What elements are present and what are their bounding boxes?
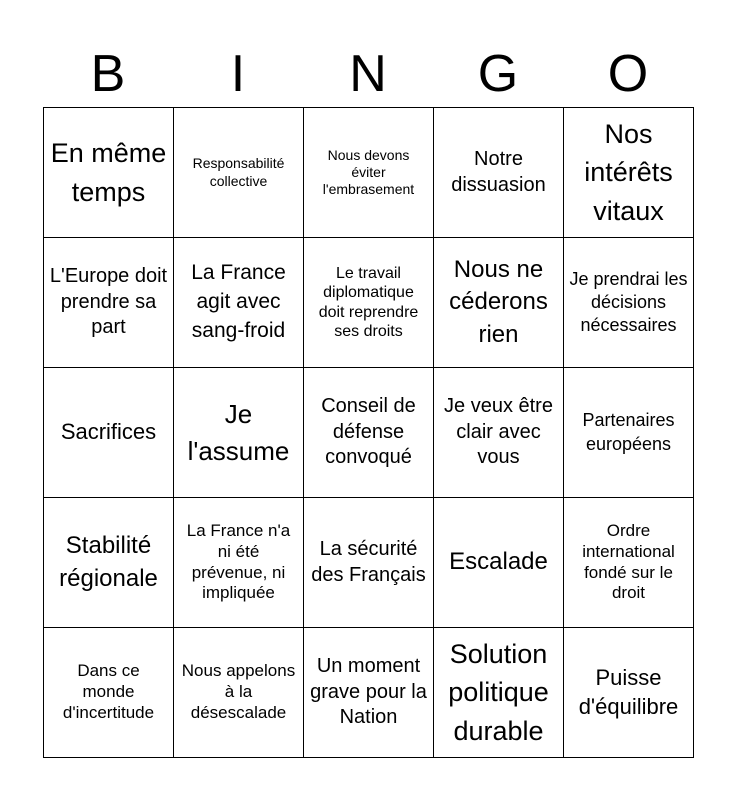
bingo-cell: Conseil de défense convoqué <box>304 368 434 498</box>
bingo-cell: La France agit avec sang-froid <box>174 238 304 368</box>
bingo-cell: Puisse d'équilibre <box>564 628 694 758</box>
bingo-card-grid <box>43 107 694 758</box>
bingo-cell: Nos intérêts vitaux <box>564 108 694 238</box>
header-letter-g: G <box>477 45 519 103</box>
header-letter-b: B <box>90 45 126 103</box>
bingo-cell: Stabilité régionale <box>44 498 174 628</box>
bingo-cell: Le travail diplomatique doit reprendre ses droits <box>304 238 434 368</box>
bingo-cell: Nous ne céderons rien <box>434 238 564 368</box>
header-letter-i: I <box>230 45 246 103</box>
bingo-cell: Dans ce monde d'incertitude <box>44 628 174 758</box>
bingo-cell: Partenaires européens <box>564 368 694 498</box>
bingo-cell: L'Europe doit prendre sa part <box>44 238 174 368</box>
bingo-cell: Escalade <box>434 498 564 628</box>
bingo-cell: Un moment grave pour la Nation <box>304 628 434 758</box>
bingo-cell: La sécurité des Français <box>304 498 434 628</box>
header-letter-o: O <box>607 45 649 103</box>
bingo-cell: Ordre international fondé sur le droit <box>564 498 694 628</box>
bingo-cell: Nous devons éviter l'embrasement <box>304 108 434 238</box>
bingo-cell: La France n'a ni été prévenue, ni impliquée <box>174 498 304 628</box>
bingo-cell: Solution politique durable <box>434 628 564 758</box>
bingo-cell: Sacrifices <box>44 368 174 498</box>
bingo-cell: Notre dissuasion <box>434 108 564 238</box>
bingo-cell: Je prendrai les décisions nécessaires <box>564 238 694 368</box>
header-letter-n: N <box>349 45 387 103</box>
bingo-cell: Nous appelons à la désescalade <box>174 628 304 758</box>
bingo-cell: Je l'assume <box>174 368 304 498</box>
bingo-cell: Responsabilité collective <box>174 108 304 238</box>
bingo-header <box>43 40 693 108</box>
bingo-cell: Je veux être clair avec vous <box>434 368 564 498</box>
bingo-cell: En même temps <box>44 108 174 238</box>
